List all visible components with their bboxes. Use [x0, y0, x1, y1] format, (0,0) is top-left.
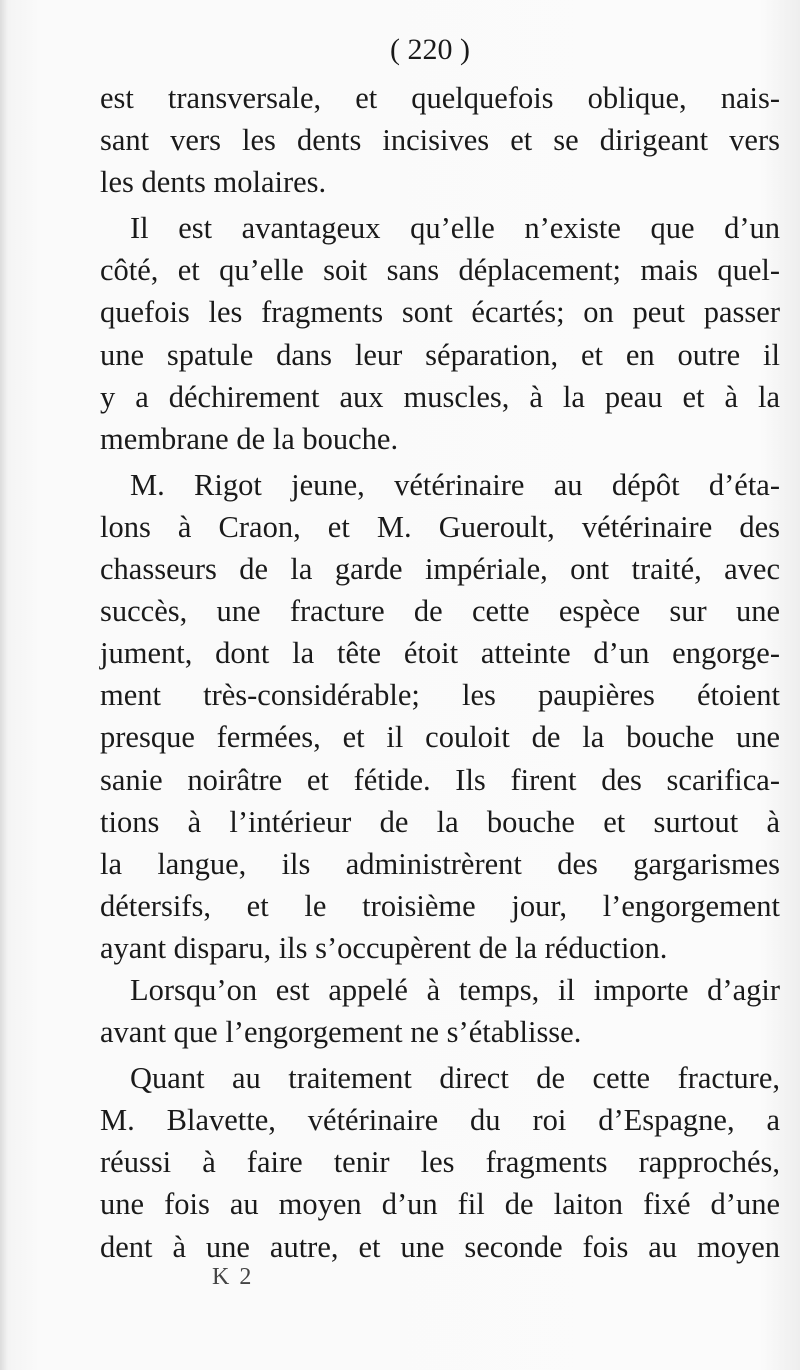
text-line: les dents molaires. — [100, 165, 327, 200]
text-line: dent à une autre, et une seconde fois au moyen — [100, 1229, 780, 1264]
text-line: ment très-considérable; les paupières étoient — [100, 678, 780, 713]
text-line: avant que l’engorgement ne s’établisse. — [100, 1015, 582, 1050]
page-number: ( 220 ) — [390, 33, 470, 66]
text-line: détersifs, et le troisième jour, l’engorgement — [100, 888, 780, 923]
text-line: tions à l’intérieur de la bouche et surtout à — [100, 804, 780, 839]
text-line: jument, dont la tête étoit atteinte d’un engorge- — [100, 636, 780, 671]
text-line: est transversale, et quelquefois oblique, nais- — [100, 81, 780, 115]
text-line: la langue, ils administrèrent des gargarismes — [100, 846, 780, 881]
text-line: côté, et qu’elle soit sans déplacement; mais quel- — [100, 253, 780, 288]
text-line: M. Blavette, vétérinaire du roi d’Espagne, a — [100, 1103, 780, 1138]
text-line: sant vers les dents incisives et se dirigeant vers — [100, 123, 780, 158]
text-line: succès, une fracture de cette espèce sur une — [100, 594, 780, 629]
body-text — [100, 77, 780, 1268]
text-line: presque fermées, et il couloit de la bouche une — [100, 720, 780, 755]
text-line: sanie noirâtre et fétide. Ils firent des scarifica- — [100, 762, 780, 797]
paragraph — [100, 1057, 780, 1267]
text-line: Lorsqu’on est appelé à temps, il importe d’agir — [130, 972, 780, 1007]
text-line: lons à Craon, et M. Gueroult, vétérinaire des — [100, 509, 780, 544]
paragraph — [100, 207, 780, 460]
paragraph — [100, 969, 780, 1053]
text-line: ayant disparu, ils s’occupèrent de la réduction. — [100, 930, 668, 965]
signature-mark: K 2 — [212, 1264, 254, 1290]
text-line: y a déchirement aux muscles, à la peau et à la — [100, 379, 780, 414]
text-line: chasseurs de la garde impériale, ont traité, avec — [100, 552, 780, 587]
text-line: Il est avantageux qu’elle n’existe que d’un — [130, 211, 780, 246]
text-line: membrane de la bouche. — [100, 421, 399, 456]
text-line: une spatule dans leur séparation, et en outre il — [100, 337, 780, 372]
text-line: quefois les fragments sont écartés; on peut passer — [100, 295, 780, 330]
text-line: Quant au traitement direct de cette fracture, — [130, 1061, 780, 1096]
paragraph — [100, 464, 780, 969]
text-line: une fois au moyen d’un fil de laiton fixé d’une — [100, 1187, 780, 1222]
paragraph — [100, 77, 780, 203]
text-line: réussi à faire tenir les fragments rapprochés, — [100, 1145, 780, 1180]
text-line: M. Rigot jeune, vétérinaire au dépôt d’éta- — [130, 467, 780, 502]
